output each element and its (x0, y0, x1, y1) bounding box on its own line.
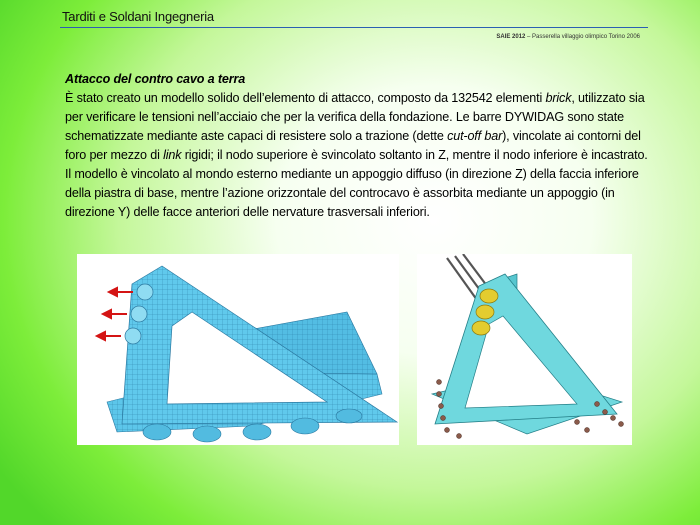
term-link: link (163, 148, 182, 162)
solid-model-drawing (417, 254, 632, 445)
solid-model-image (417, 254, 632, 445)
slide-subheader (496, 34, 640, 40)
event-name: SAIE 2012 (496, 34, 526, 40)
body-text-4: rigidi; il nodo superiore è svincolato soltanto in Z, mentre il nodo inferiore è incastrato. Il modello è vincolato al mondo esterno mediante un appoggio diffuso (in direzione Z) della faccia inferiore della piastra di base, mentre l’azione orizzontale del controcavo è assorbita mediante un appoggio (in direzione Y) delle facce anteriori delle nervature trasversali inferiori. (65, 148, 648, 219)
body-text-3: ), vincolate ai contorni del foro per mezzo di (65, 129, 641, 162)
company-name: Tarditi e Soldani Ingegneria (62, 9, 214, 24)
section-title: Attacco del contro cavo a terra (65, 72, 246, 86)
body-text-1: È stato creato un modello solido dell’elemento di attacco, composto da 132542 elementi (65, 91, 546, 105)
term-brick: brick (545, 91, 572, 105)
fem-mesh-image (77, 254, 399, 445)
event-detail: – Passerella villaggio olimpico Torino 2006 (525, 34, 640, 40)
body-text-2: , utilizzato sia per verificare le tensioni nell’acciaio che per la verifica della fondazione. Le barre DYWIDAG sono state schematizzate mediante aste capaci di resistere solo a trazione (dette (65, 91, 645, 143)
slide-body (65, 70, 650, 222)
term-cutoff-bar: cut-off bar (447, 129, 503, 143)
fem-mesh-drawing (77, 254, 399, 445)
header-divider (60, 27, 648, 28)
